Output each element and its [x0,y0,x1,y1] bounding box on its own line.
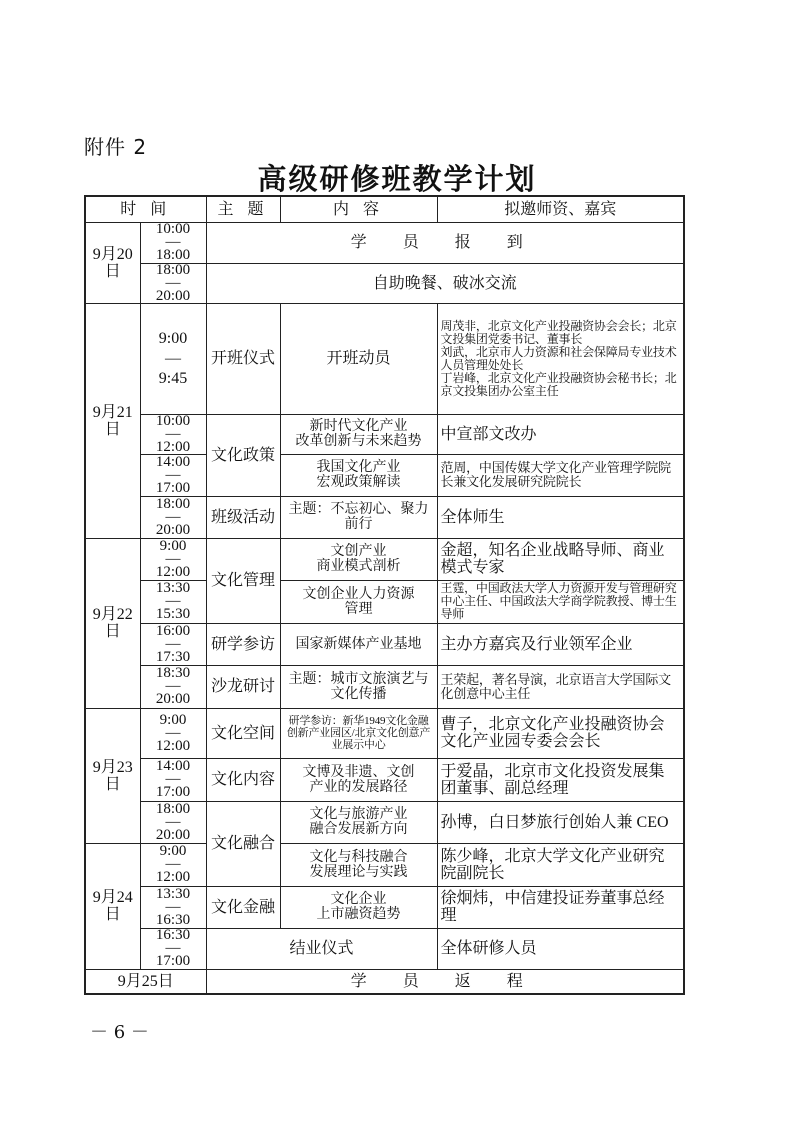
speaker-cell: 范周，中国传媒大学文化产业管理学院院长兼文化发展研究院院长 [437,454,684,496]
speaker-cell: 王霆，中国政法大学人力资源开发与管理研究中心主任、中国政法大学商学院教授、博士生导师 [437,580,684,623]
time-cell: 9:00 — 12:00 [140,708,206,758]
header-content: 内 容 [280,196,437,222]
header-theme: 主 题 [206,196,280,222]
content-cell: 文创企业人力资源 管理 [280,580,437,623]
theme-cell: 开班仪式 [206,303,280,414]
speaker-cell: 王荣起，著名导演，北京语言大学国际文化创意中心主任 [437,665,684,708]
theme-cell: 文化内容 [206,758,280,801]
table-row [85,303,684,414]
table-row [85,414,684,454]
time-cell: 18:00 — 20:00 [140,263,206,303]
theme-cell: 文化政策 [206,414,280,496]
speaker-cell: 主办方嘉宾及行业领军企业 [437,623,684,665]
date-cell: 9月24日 [85,843,140,969]
header-time: 时 间 [85,196,206,222]
speaker-cell: 全体师生 [437,496,684,538]
content-cell: 学 员 返 程 [206,969,684,994]
time-cell: 10:00 — 12:00 [140,414,206,454]
speaker-cell: 周茂非，北京文化产业投融资协会会长；北京文投集团党委书记、董事长 刘武，北京市人力资源和社会保障局专业技术人员管理处处长 丁岩峰，北京文化产业投融资协会秘书长；北京文投集团办公室主任 [437,303,684,414]
time-cell: 13:30 — 15:30 [140,580,206,623]
header-speaker: 拟邀师资、嘉宾 [437,196,684,222]
theme-cell: 沙龙研讨 [206,665,280,708]
date-cell: 9月22日 [85,538,140,708]
theme-cell: 文化融合 [206,801,280,886]
theme-cell: 班级活动 [206,496,280,538]
content-cell: 主题：不忘初心、聚力前行 [280,496,437,538]
speaker-cell: 孙博，白日梦旅行创始人兼 CEO [437,801,684,843]
table-row [85,801,684,843]
content-cell: 文化与旅游产业 融合发展新方向 [280,801,437,843]
header-row [85,196,684,222]
time-cell: 9:00 — 12:00 [140,843,206,886]
table-row [85,708,684,758]
table-row [85,580,684,623]
content-cell: 我国文化产业 宏观政策解读 [280,454,437,496]
table-row [85,665,684,708]
speaker-cell: 于爱晶，北京市文化投资发展集团董事、副总经理 [437,758,684,801]
content-cell: 主题：城市文旅演艺与文化传播 [280,665,437,708]
theme-cell: 文化管理 [206,538,280,623]
table-row [85,886,684,928]
content-cell: 文博及非遗、文创 产业的发展路径 [280,758,437,801]
content-cell: 自助晚餐、破冰交流 [206,263,684,303]
table-row [85,454,684,496]
time-cell: 18:00 — 20:00 [140,496,206,538]
content-cell: 研学参访：新华1949文化金融创新产业园区/北京文化创意产业展示中心 [280,708,437,758]
speaker-cell: 金超，知名企业战略导师、商业模式专家 [437,538,684,580]
speaker-cell: 曹子，北京文化产业投融资协会文化产业园专委会会长 [437,708,684,758]
theme-cell: 文化金融 [206,886,280,928]
date-cell: 9月20日 [85,222,140,303]
table-row [85,843,684,886]
content-cell: 开班动员 [280,303,437,414]
content-cell: 新时代文化产业 改革创新与未来趋势 [280,414,437,454]
time-cell: 16:00 — 17:30 [140,623,206,665]
table-row [85,928,684,969]
table-row [85,969,684,994]
table-row [85,538,684,580]
time-cell: 18:00 — 20:00 [140,801,206,843]
content-cell: 学 员 报 到 [206,222,684,263]
date-cell: 9月25日 [85,969,206,994]
content-cell: 文化企业 上市融资趋势 [280,886,437,928]
time-cell: 16:30 — 17:00 [140,928,206,969]
theme-cell: 文化空间 [206,708,280,758]
time-cell: 13:30 — 16:30 [140,886,206,928]
table-row [85,263,684,303]
speaker-cell: 全体研修人员 [437,928,684,969]
content-cell: 结业仪式 [206,928,437,969]
table-row [85,222,684,263]
date-cell: 9月23日 [85,708,140,843]
page-title: 高级研修班教学计划 [257,162,537,196]
table-row [85,623,684,665]
time-cell: 10:00 — 18:00 [140,222,206,263]
time-cell: 9:00 — 12:00 [140,538,206,580]
time-cell: 14:00 — 17:00 [140,758,206,801]
date-cell: 9月21日 [85,303,140,538]
theme-cell: 研学参访 [206,623,280,665]
speaker-cell: 陈少峰，北京大学文化产业研究院副院长 [437,843,684,886]
time-cell: 9:00 — 9:45 [140,303,206,414]
content-cell: 国家新媒体产业基地 [280,623,437,665]
attachment-label: 附件 2 [84,135,148,159]
content-cell: 文创产业 商业模式剖析 [280,538,437,580]
time-cell: 14:00 — 17:00 [140,454,206,496]
time-cell: 18:30 — 20:00 [140,665,206,708]
page-number: － 6 － [90,1022,149,1043]
content-cell: 文化与科技融合 发展理论与实践 [280,843,437,886]
speaker-cell: 中宣部文改办 [437,414,684,454]
schedule-table [84,195,685,995]
table-row [85,496,684,538]
speaker-cell: 徐炯炜，中信建投证券董事总经理 [437,886,684,928]
table-row [85,758,684,801]
